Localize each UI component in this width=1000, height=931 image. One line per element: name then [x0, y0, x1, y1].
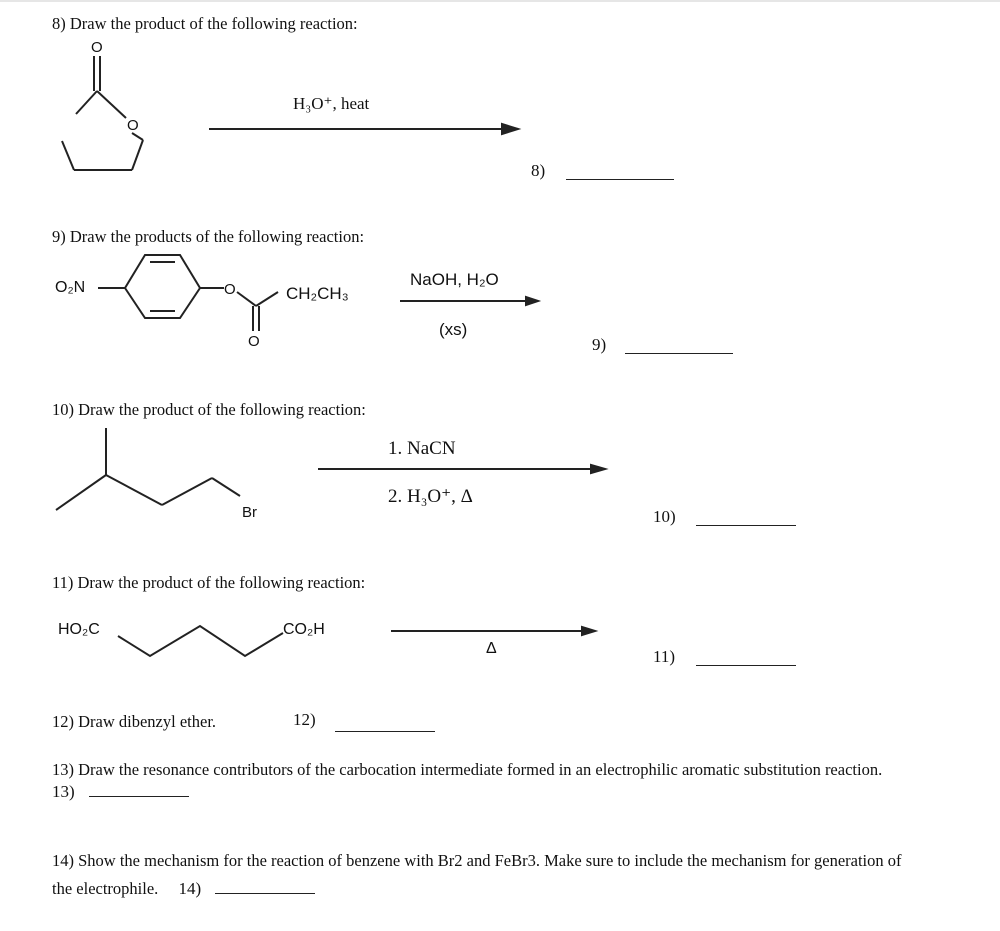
q13-answer-blank: [89, 796, 189, 797]
q13-text: 13) Draw the resonance contributors of the carbocation intermediate formed in an electrophilic aromatic substitution reaction.: [52, 760, 883, 779]
q8-reagents: H₃O⁺, heat: [293, 94, 370, 113]
q11-answer-blank: [696, 665, 796, 666]
q14-text: 14) Show the mechanism for the reaction of benzene with Br2 and FeBr3. Make sure to include the mechanism for generation of the electrophile.: [52, 851, 902, 898]
q9-carbonyl-oxygen: O: [248, 333, 260, 350]
q9-ester-oxygen: O: [224, 281, 236, 298]
question-14-prompt: [52, 847, 922, 903]
q11-heat-symbol: Δ: [486, 640, 497, 657]
question-11-prompt: 11) Draw the product of the following reaction:: [52, 573, 366, 592]
q12-answer-label: 12): [293, 710, 316, 729]
q10-answer-label: 10): [653, 507, 676, 526]
q10-bromine-label: Br: [242, 504, 257, 521]
q11-right-carboxyl-label: CO₂H: [283, 621, 325, 638]
q8-carbonyl-oxygen: O: [91, 39, 103, 56]
question-9-prompt: 9) Draw the products of the following reaction:: [52, 227, 365, 246]
q9-answer-label: 9): [592, 335, 607, 354]
q10-reagent-step-1: 1. NaCN: [388, 438, 456, 459]
q11-answer-label: 11): [653, 647, 676, 666]
q10-reagent-step-2: 2. H₃O⁺, Δ: [388, 486, 473, 507]
q12-answer-blank: [335, 731, 435, 732]
q9-reagent-top: NaOH, H₂O: [410, 270, 499, 289]
q8-answer-label: 8): [531, 161, 546, 180]
question-10-prompt: 10) Draw the product of the following reaction:: [52, 400, 366, 419]
q9-ethyl-group-label: CH₂CH₃: [286, 284, 349, 303]
q14-answer-label: 14): [178, 879, 202, 898]
q14-answer-blank: [215, 893, 315, 894]
question-12-prompt: 12) Draw dibenzyl ether.: [52, 712, 217, 731]
q11-left-carboxyl-label: HO₂C: [58, 621, 100, 638]
q9-reagent-bottom: (xs): [439, 320, 468, 339]
q9-nitro-group-label: O₂N: [55, 279, 86, 296]
q13-answer-label: 13): [52, 782, 75, 801]
question-13-prompt: [52, 759, 927, 803]
question-8-prompt: 8) Draw the product of the following reaction:: [52, 14, 358, 33]
q8-ring-oxygen: O: [127, 117, 139, 134]
